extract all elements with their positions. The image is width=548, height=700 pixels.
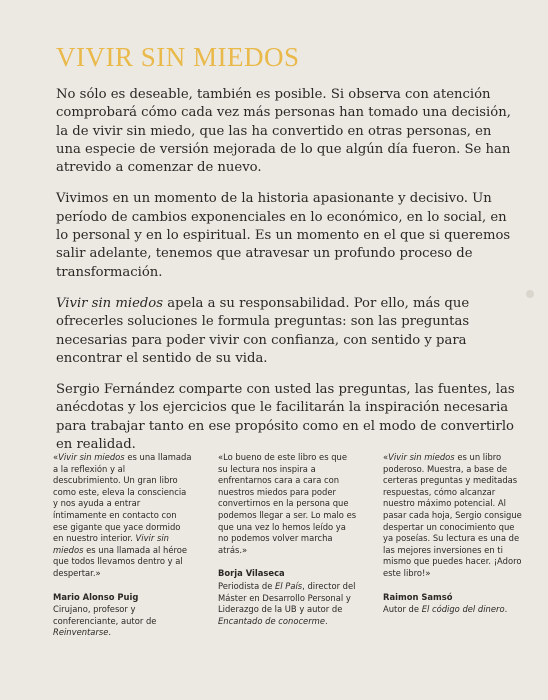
synopsis (56, 86, 516, 467)
italic-title: El País (275, 580, 303, 591)
italic-title: El código del dinero (421, 604, 505, 615)
endorsement (53, 452, 193, 639)
synopsis-paragraph-3 (56, 295, 516, 368)
endorsement-author: Raimon Samsó (383, 591, 453, 602)
endorsement-role: Periodista de El País, director del Máster en Desarrollo Personal y Liderazgo de la UB y autor de Encantado de conocerme. (218, 580, 356, 626)
endorsement-text: «Vivir sin miedos es una llamada a la reflexión y al descubrimiento. Un gran libro como este, eleva la consciencia y nos ayuda a entrar íntimamente en contacto con ese gigante que yace dormido en nuestro interior. Vivir sin miedos es una llamada al héroe que todos llevamos dentro y al despertar.» (53, 452, 192, 578)
book-title: VIVIR SIN MIEDOS (56, 42, 300, 72)
endorsement-text: «Vivir sin miedos es un libro poderoso. Muestra, a base de certeras preguntas y meditadas respuestas, cómo alcanzar nuestro máximo potencial. Al pasar cada hoja, Sergio consigue despertar un conocimiento que ya poseías. Su lectura es una de las mejores inversiones en ti mismo que puedes hacer. ¡Adoro este libro!» (383, 452, 522, 578)
print-mark (526, 290, 534, 298)
endorsement-author: Borja Vilaseca (218, 568, 285, 579)
italic-title: Reinventarse (53, 627, 109, 638)
endorsement (218, 452, 358, 639)
endorsement (383, 452, 523, 639)
endorsement-author: Mario Alonso Puig (53, 591, 139, 602)
italic-title: Vivir sin miedos (388, 452, 455, 462)
italic-title: Encantado de conocerme (218, 615, 325, 626)
endorsement-text: «Lo bueno de este libro es que su lectura nos inspira a enfrentarnos cara a cara con nuestros miedos para poder convertirnos en la persona que podemos llegar a ser. Lo malo es que una vez lo hemos leído ya no podemos volver marcha atrás.» (218, 452, 357, 555)
italic-title: Vivir sin miedos (53, 533, 169, 555)
book-title-italic: Vivir sin miedos (56, 295, 164, 311)
endorsement-role: Autor de El código del dinero. (383, 604, 508, 615)
endorsement-role: Cirujano, profesor y conferenciante, autor de Reinventarse. (53, 604, 157, 638)
italic-title: Vivir sin miedos (58, 452, 125, 462)
synopsis-paragraph-1: No sólo es deseable, también es posible. Si observa con atención comprobará cómo cada vez más personas han tomado una decisión, la de vivir sin miedo, que las ha convertido en otras personas, en una especie de versión mejorada de lo que algún día fueron. Se han atrevido a comenzar de nuevo. (56, 87, 511, 176)
endorsements (53, 452, 523, 639)
synopsis-paragraph-4: Sergio Fernández comparte con usted las preguntas, las fuentes, las anécdotas y los ejercicios que le facilitarán la inspiración necesaria para trabajar tanto en ese propósito como en el modo de convertirlo en realidad. (56, 382, 515, 453)
synopsis-paragraph-2: Vivimos en un momento de la historia apasionante y decisivo. Un período de cambios exponenciales en lo económico, en lo social, en lo personal y en lo espiritual. Es un momento en el que si queremos salir adelante, tenemos que atravesar un profundo proceso de transformación. (56, 191, 511, 280)
synopsis-paragraph-3-rest: apela a su responsabilidad. Por ello, más que ofrecerles soluciones le formula preguntas: son las preguntas necesarias para poder vivir con confianza, con sentido y para encontrar el sentido de su vida. (56, 295, 470, 366)
